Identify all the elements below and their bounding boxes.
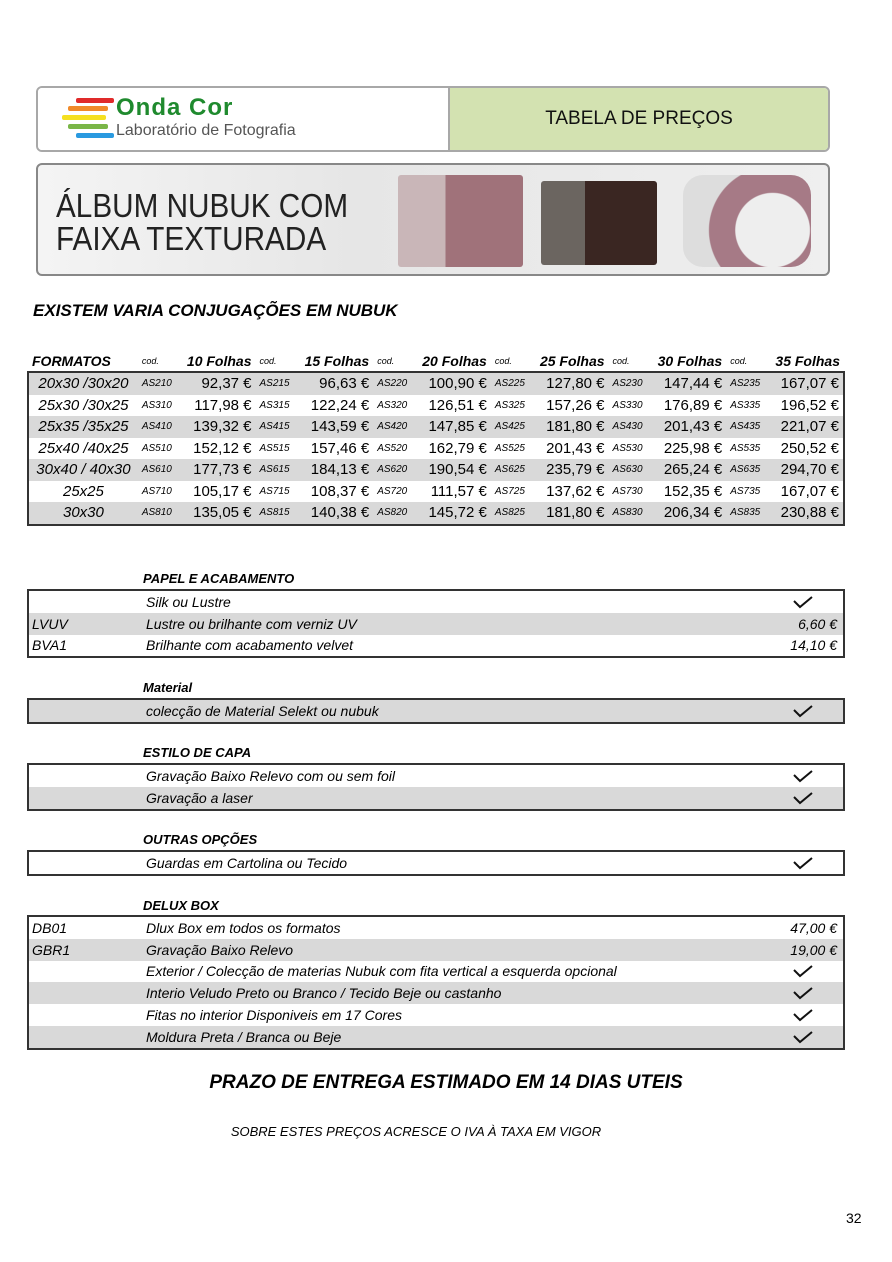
option-row	[29, 917, 843, 939]
price-cell: 137,62 €	[546, 482, 605, 500]
code-cell: AS320	[377, 399, 408, 411]
option-row	[29, 852, 843, 874]
price-cell: 157,46 €	[310, 439, 370, 457]
table-row	[28, 395, 844, 417]
section-title: Material	[143, 680, 193, 695]
check-icon	[763, 769, 843, 783]
code-cell: AS530	[612, 442, 643, 454]
price-cell: 225,98 €	[663, 439, 723, 457]
code-cell: AS510	[141, 442, 172, 454]
page-number: 32	[846, 1210, 862, 1226]
section-title: OUTRAS OPÇÕES	[143, 832, 258, 847]
code-cell: AS520	[377, 442, 408, 454]
album-photo-dark	[541, 181, 657, 265]
price-cell: 176,89 €	[663, 396, 723, 414]
price-cell: 140,38 €	[296, 502, 373, 525]
check-icon	[763, 856, 843, 870]
column-header: cod.	[494, 355, 512, 366]
options-table	[27, 915, 845, 1050]
column-header: cod.	[377, 355, 395, 366]
code-cell: AS710	[141, 485, 172, 497]
option-row	[29, 1004, 843, 1026]
check-icon	[763, 1008, 843, 1022]
price-cell: 201,43 €	[546, 439, 605, 457]
check-icon	[763, 791, 843, 805]
option-description: Brilhante com acabamento velvet	[146, 637, 353, 654]
option-description: colecção de Material Selekt ou nubuk	[146, 702, 379, 719]
price-cell: 177,73 €	[178, 459, 255, 481]
format-cell: 25x40 /40x25	[38, 439, 129, 457]
logo-subtitle: Laboratório de Fotografia	[116, 122, 296, 139]
price-cell: 92,37 €	[178, 372, 255, 395]
price-cell: 206,34 €	[649, 502, 726, 525]
option-price: 6,60 €	[798, 615, 837, 632]
section-title: DELUX BOX	[143, 898, 219, 913]
code-cell: AS810	[138, 502, 178, 525]
code-cell: AS615	[256, 459, 296, 481]
code-cell: AS225	[491, 372, 531, 395]
option-code: GBR1	[32, 941, 71, 958]
column-header: 20 Folhas	[422, 352, 487, 369]
option-row	[29, 765, 843, 787]
price-cell: 167,07 €	[767, 372, 844, 395]
price-cell: 250,52 €	[780, 439, 839, 457]
option-row	[29, 939, 843, 961]
format-cell: 30x40 / 40x30	[28, 459, 138, 481]
code-cell: AS635	[726, 459, 766, 481]
option-row	[29, 635, 843, 657]
code-cell: AS425	[491, 416, 531, 438]
section-title: ESTILO DE CAPA	[143, 745, 252, 760]
check-icon	[763, 704, 843, 718]
price-cell: 145,72 €	[414, 502, 491, 525]
code-cell: AS725	[494, 485, 525, 497]
product-banner	[36, 163, 830, 276]
code-cell: AS720	[377, 485, 408, 497]
table-row	[28, 416, 844, 438]
option-row	[29, 613, 843, 635]
table-row	[28, 481, 844, 503]
code-cell: AS830	[609, 502, 649, 525]
banner-line-1: ÁLBUM NUBUK COM	[56, 187, 349, 224]
column-header: 35 Folhas	[775, 352, 840, 369]
price-cell: 196,52 €	[780, 396, 839, 414]
code-cell: AS220	[373, 372, 413, 395]
table-row	[28, 502, 844, 525]
code-cell: AS420	[373, 416, 413, 438]
price-cell: 221,07 €	[767, 416, 844, 438]
price-cell: 181,80 €	[531, 502, 608, 525]
column-header: cod.	[259, 355, 277, 366]
price-cell: 265,24 €	[649, 459, 726, 481]
code-cell: AS610	[138, 459, 178, 481]
code-cell: AS310	[141, 399, 172, 411]
logo	[38, 88, 448, 150]
header	[36, 86, 830, 152]
code-cell: AS215	[256, 372, 296, 395]
table-row	[28, 372, 844, 395]
check-icon	[763, 986, 843, 1000]
price-cell: 181,80 €	[531, 416, 608, 438]
section-title: PAPEL E ACABAMENTO	[143, 571, 295, 586]
price-cell: 152,35 €	[663, 482, 723, 500]
code-cell: AS625	[491, 459, 531, 481]
option-description: Exterior / Colecção de materias Nubuk com fita vertical a esquerda opcional	[146, 963, 617, 980]
column-header: cod.	[612, 355, 630, 366]
price-cell: 139,32 €	[178, 416, 255, 438]
option-row	[29, 591, 843, 613]
price-cell: 147,85 €	[414, 416, 491, 438]
album-photo-detail	[683, 175, 811, 267]
code-cell: AS825	[491, 502, 531, 525]
price-cell: 108,37 €	[310, 482, 370, 500]
column-header: 30 Folhas	[657, 352, 723, 369]
check-icon	[763, 1030, 843, 1044]
option-description: Interio Veludo Preto ou Branco / Tecido Beje ou castanho	[146, 985, 502, 1002]
option-description: Gravação a laser	[146, 789, 253, 806]
code-cell: AS315	[259, 399, 290, 411]
option-row	[29, 700, 843, 722]
code-cell: AS735	[730, 485, 761, 497]
option-description: Moldura Preta / Branca ou Beje	[146, 1028, 342, 1045]
options-table	[27, 850, 845, 876]
options-table	[27, 763, 845, 811]
price-cell: 230,88 €	[767, 502, 844, 525]
options-table	[27, 698, 845, 724]
format-cell: 30x30	[28, 502, 138, 525]
delivery-notice: PRAZO DE ENTREGA ESTIMADO EM 14 DIAS UTEIS	[209, 1072, 683, 1093]
column-header: 25 Folhas	[539, 352, 605, 369]
header-title: TABELA DE PREÇOS	[448, 88, 828, 150]
format-cell: 25x25	[62, 482, 104, 500]
price-cell: 201,43 €	[649, 416, 726, 438]
code-cell: AS620	[373, 459, 413, 481]
section-heading: EXISTEM VARIA CONJUGAÇÕES EM NUBUK	[33, 301, 398, 320]
option-code: BVA1	[32, 637, 68, 654]
option-description: Guardas em Cartolina ou Tecido	[146, 854, 348, 871]
options-table	[27, 589, 845, 658]
code-cell: AS715	[259, 485, 290, 497]
price-cell: 294,70 €	[767, 459, 844, 481]
album-photo-pink	[398, 175, 523, 267]
code-cell: AS535	[730, 442, 761, 454]
table-row	[28, 438, 844, 460]
format-cell: 25x30 /30x25	[38, 396, 129, 414]
logo-title: Onda Cor	[116, 94, 234, 121]
code-cell: AS230	[609, 372, 649, 395]
option-description: Silk ou Lustre	[146, 593, 231, 610]
option-description: Fitas no interior Disponiveis em 17 Cores	[146, 1007, 402, 1024]
column-header: cod.	[730, 355, 748, 366]
code-cell: AS835	[726, 502, 766, 525]
code-cell: AS325	[494, 399, 525, 411]
banner-line-2: FAIXA TEXTURADA	[56, 220, 327, 257]
price-cell: 235,79 €	[531, 459, 608, 481]
option-row	[29, 787, 843, 809]
code-cell: AS430	[609, 416, 649, 438]
option-price: 19,00 €	[790, 941, 837, 958]
option-description: Gravação Baixo Relevo com ou sem foil	[146, 767, 395, 784]
price-cell: 152,12 €	[193, 439, 252, 457]
code-cell: AS335	[730, 399, 761, 411]
vat-notice: SOBRE ESTES PREÇOS ACRESCE O IVA À TAXA EM VIGOR	[230, 1124, 602, 1139]
option-row	[29, 982, 843, 1004]
code-cell: AS730	[612, 485, 643, 497]
code-cell: AS515	[259, 442, 290, 454]
code-cell: AS235	[726, 372, 766, 395]
column-header: 10 Folhas	[186, 352, 252, 369]
option-code: DB01	[32, 919, 68, 936]
option-description: Gravação Baixo Relevo	[146, 941, 294, 958]
format-cell: 25x35 /35x25	[28, 416, 138, 438]
price-cell: 105,17 €	[193, 482, 252, 500]
price-table	[27, 350, 845, 526]
price-cell: 126,51 €	[428, 396, 487, 414]
check-icon	[763, 595, 843, 609]
price-cell: 162,79 €	[428, 439, 487, 457]
price-cell: 135,05 €	[178, 502, 255, 525]
option-description: Dlux Box em todos os formatos	[146, 919, 341, 936]
code-cell: AS330	[612, 399, 643, 411]
code-cell: AS210	[138, 372, 178, 395]
code-cell: AS410	[138, 416, 178, 438]
check-icon	[763, 964, 843, 978]
price-cell: 122,24 €	[310, 396, 370, 414]
price-cell: 111,57 €	[430, 482, 487, 500]
price-cell: 147,44 €	[649, 372, 726, 395]
format-cell: 20x30 /30x20	[28, 372, 138, 395]
price-cell: 143,59 €	[296, 416, 373, 438]
code-cell: AS630	[609, 459, 649, 481]
price-cell: 100,90 €	[414, 372, 491, 395]
price-cell: 167,07 €	[780, 482, 839, 500]
price-cell: 96,63 €	[296, 372, 373, 395]
option-row	[29, 1026, 843, 1048]
option-price: 47,00 €	[790, 919, 837, 936]
price-cell: 190,54 €	[414, 459, 491, 481]
code-cell: AS435	[726, 416, 766, 438]
option-price: 14,10 €	[790, 637, 837, 654]
column-header: 15 Folhas	[304, 352, 370, 369]
code-cell: AS415	[256, 416, 296, 438]
code-cell: AS525	[494, 442, 525, 454]
option-description: Lustre ou brilhante com verniz UV	[146, 615, 357, 632]
column-header: FORMATOS	[32, 352, 111, 369]
code-cell: AS820	[373, 502, 413, 525]
banner-title	[56, 189, 348, 255]
price-cell: 117,98 €	[194, 396, 252, 414]
table-row	[28, 459, 844, 481]
price-cell: 127,80 €	[531, 372, 608, 395]
price-cell: 157,26 €	[546, 396, 605, 414]
option-code: LVUV	[32, 615, 68, 632]
column-header: cod.	[141, 355, 159, 366]
code-cell: AS815	[256, 502, 296, 525]
price-cell: 184,13 €	[296, 459, 373, 481]
option-row	[29, 961, 843, 983]
